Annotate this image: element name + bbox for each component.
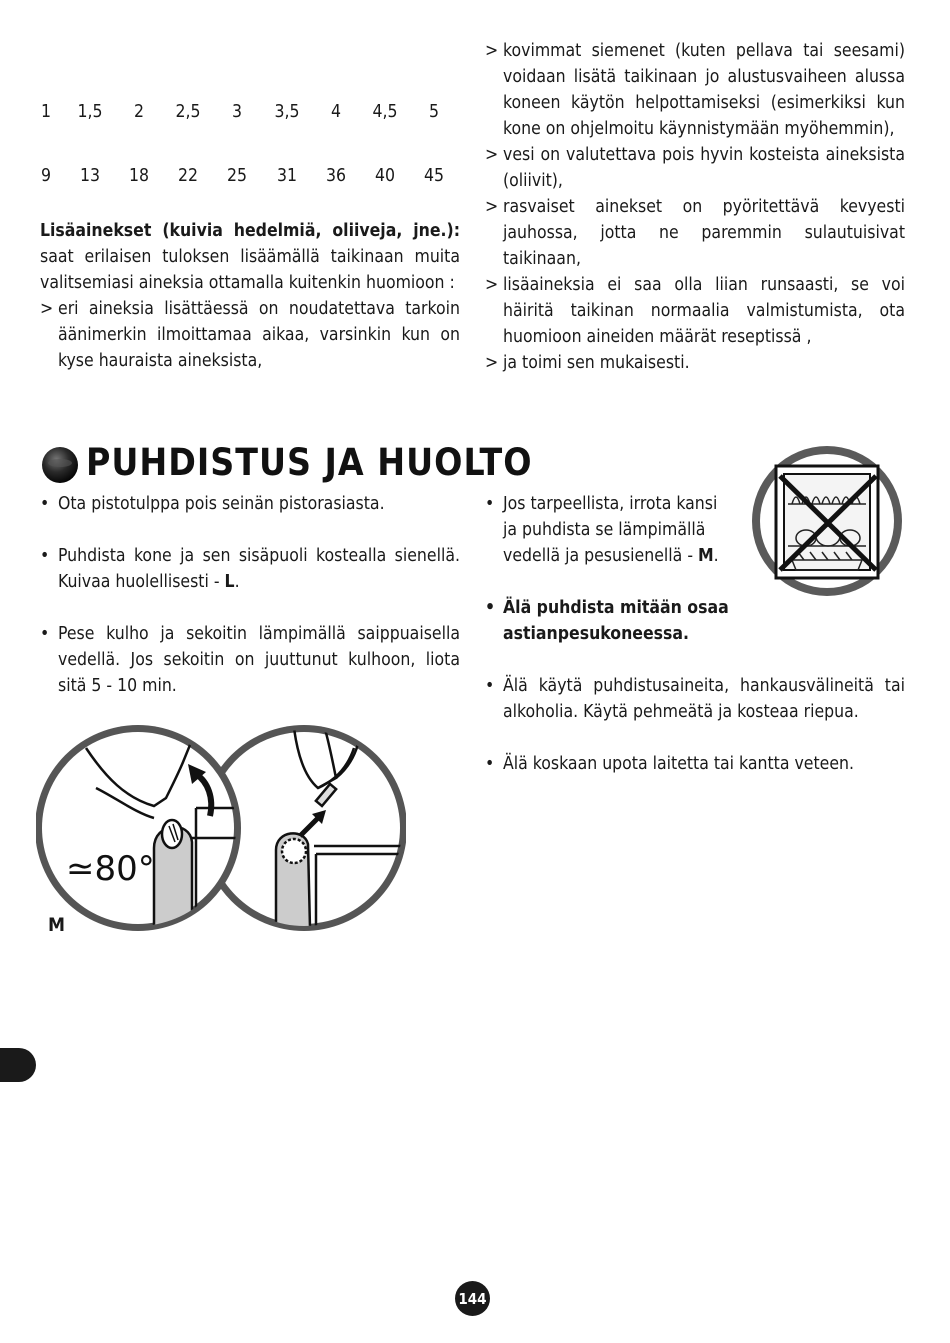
list-item: • Älä käytä puhdistusaineita, hankausvälineitä tai alkoholia. Käytä pehmeätä ja kosteaa riepua. <box>485 673 905 725</box>
no-dishwasher-icon <box>748 442 906 600</box>
figure-ref-L: L <box>224 572 235 592</box>
bullet-marker: • <box>485 494 495 514</box>
figure-ref-M: M <box>698 546 714 566</box>
table-cell: 18 <box>128 166 150 186</box>
page-number: 144 <box>455 1281 490 1316</box>
table-cell: 1 <box>40 102 52 122</box>
table-cell: 4,5 <box>372 102 398 122</box>
bullet-marker: • <box>485 676 495 696</box>
figure-label-M: M <box>48 914 66 936</box>
bullet-marker: • <box>485 754 495 774</box>
table-cell: 4 <box>330 102 342 122</box>
list-marker: > <box>485 275 499 295</box>
table-cell: 3,5 <box>274 102 300 122</box>
list-marker: > <box>40 299 54 319</box>
bullet-marker: • <box>40 494 50 514</box>
blade-removal-icon <box>36 725 246 931</box>
table-cell: 36 <box>325 166 347 186</box>
table-cell: 22 <box>177 166 199 186</box>
list-item: > rasvaiset ainekset on pyöritettävä kevyesti jauhossa, jotta ne paremmin sulautuisivat taikinaan, <box>485 194 905 272</box>
ingredients-lead: Lisäainekset (kuivia hedelmiä, oliiveja, jne.): <box>40 221 460 241</box>
table-cell: 3 <box>231 102 243 122</box>
list-marker: > <box>485 197 499 217</box>
cleaning-list-left <box>40 491 460 725</box>
list-item: > ja toimi sen mukaisesti. <box>485 350 905 376</box>
bullet-marker: • <box>40 546 50 566</box>
list-item: > lisäaineksia ei saa olla liian runsaasti, se voi häiritä taikinan normaalia valmistumista, ota huomioon aineiden määrät reseptissä , <box>485 272 905 350</box>
table-cell: 25 <box>226 166 248 186</box>
table-cell: 45 <box>423 166 445 186</box>
angle-label: ≃80° <box>66 849 155 889</box>
ingredients-section <box>40 218 460 374</box>
ingredients-intro <box>40 218 460 296</box>
list-item: • Jos tarpeellista, irrota kansi ja puhdista se lämpimällä vedellä ja pesusienellä - M. <box>485 491 723 569</box>
list-item: • Ota pistotulppa pois seinän pistorasiasta. <box>40 491 460 517</box>
table-cell: 40 <box>374 166 396 186</box>
section-heading <box>40 438 533 488</box>
list-item: • Älä puhdista mitään osaa astianpesukoneessa. <box>485 595 773 647</box>
list-item: • Pese kulho ja sekoitin lämpimällä saippuaisella vedellä. Jos sekoitin on juuttunut kulhoon, liota sitä 5 - 10 min. <box>40 621 460 699</box>
list-marker: > <box>485 353 499 373</box>
table-cell: 9 <box>40 166 52 186</box>
sphere-icon <box>40 443 80 483</box>
table-cell: 5 <box>428 102 440 122</box>
list-item: > kovimmat siemenet (kuten pellava tai seesami) voidaan lisätä taikinaan jo alustusvaiheen alussa koneen käytön helpottamiseksi (esimerkiksi kun kone on ohjelmoitu käynnistymään myöhemmin), <box>485 38 905 142</box>
list-item: > vesi on valutettava pois hyvin kosteista aineksista (oliivit), <box>485 142 905 194</box>
ingredients-list-left <box>40 296 460 374</box>
page-edge-tab <box>0 1048 36 1082</box>
list-item: • Älä koskaan upota laitetta tai kantta veteen. <box>485 751 905 777</box>
table-cell: 31 <box>276 166 298 186</box>
table-cell: 13 <box>79 166 101 186</box>
list-marker: > <box>485 41 499 61</box>
blade-figure <box>36 718 406 948</box>
table-cell: 1,5 <box>77 102 103 122</box>
table-cell: 2 <box>133 102 145 122</box>
bullet-marker: • <box>485 598 496 618</box>
bullet-marker: • <box>40 624 50 644</box>
ingredients-intro-text: saat erilaisen tuloksen lisäämällä taikinaan muita valitsemiasi aineksia ottamalla kuitenkin huomioon : <box>40 247 460 293</box>
table-cell: 2,5 <box>175 102 201 122</box>
section-title: PUHDISTUS JA HUOLTO <box>86 441 533 484</box>
list-item: > eri aineksia lisättäessä on noudatettava tarkoin äänimerkin ilmoittamaa aikaa, varsinkin kun on kyse hauraista aineksista, <box>40 296 460 374</box>
list-marker: > <box>485 145 499 165</box>
list-item: • Puhdista kone ja sen sisäpuoli kostealla sienellä. Kuivaa huolellisesti - L. <box>40 543 460 595</box>
ingredients-list-right <box>485 38 905 376</box>
